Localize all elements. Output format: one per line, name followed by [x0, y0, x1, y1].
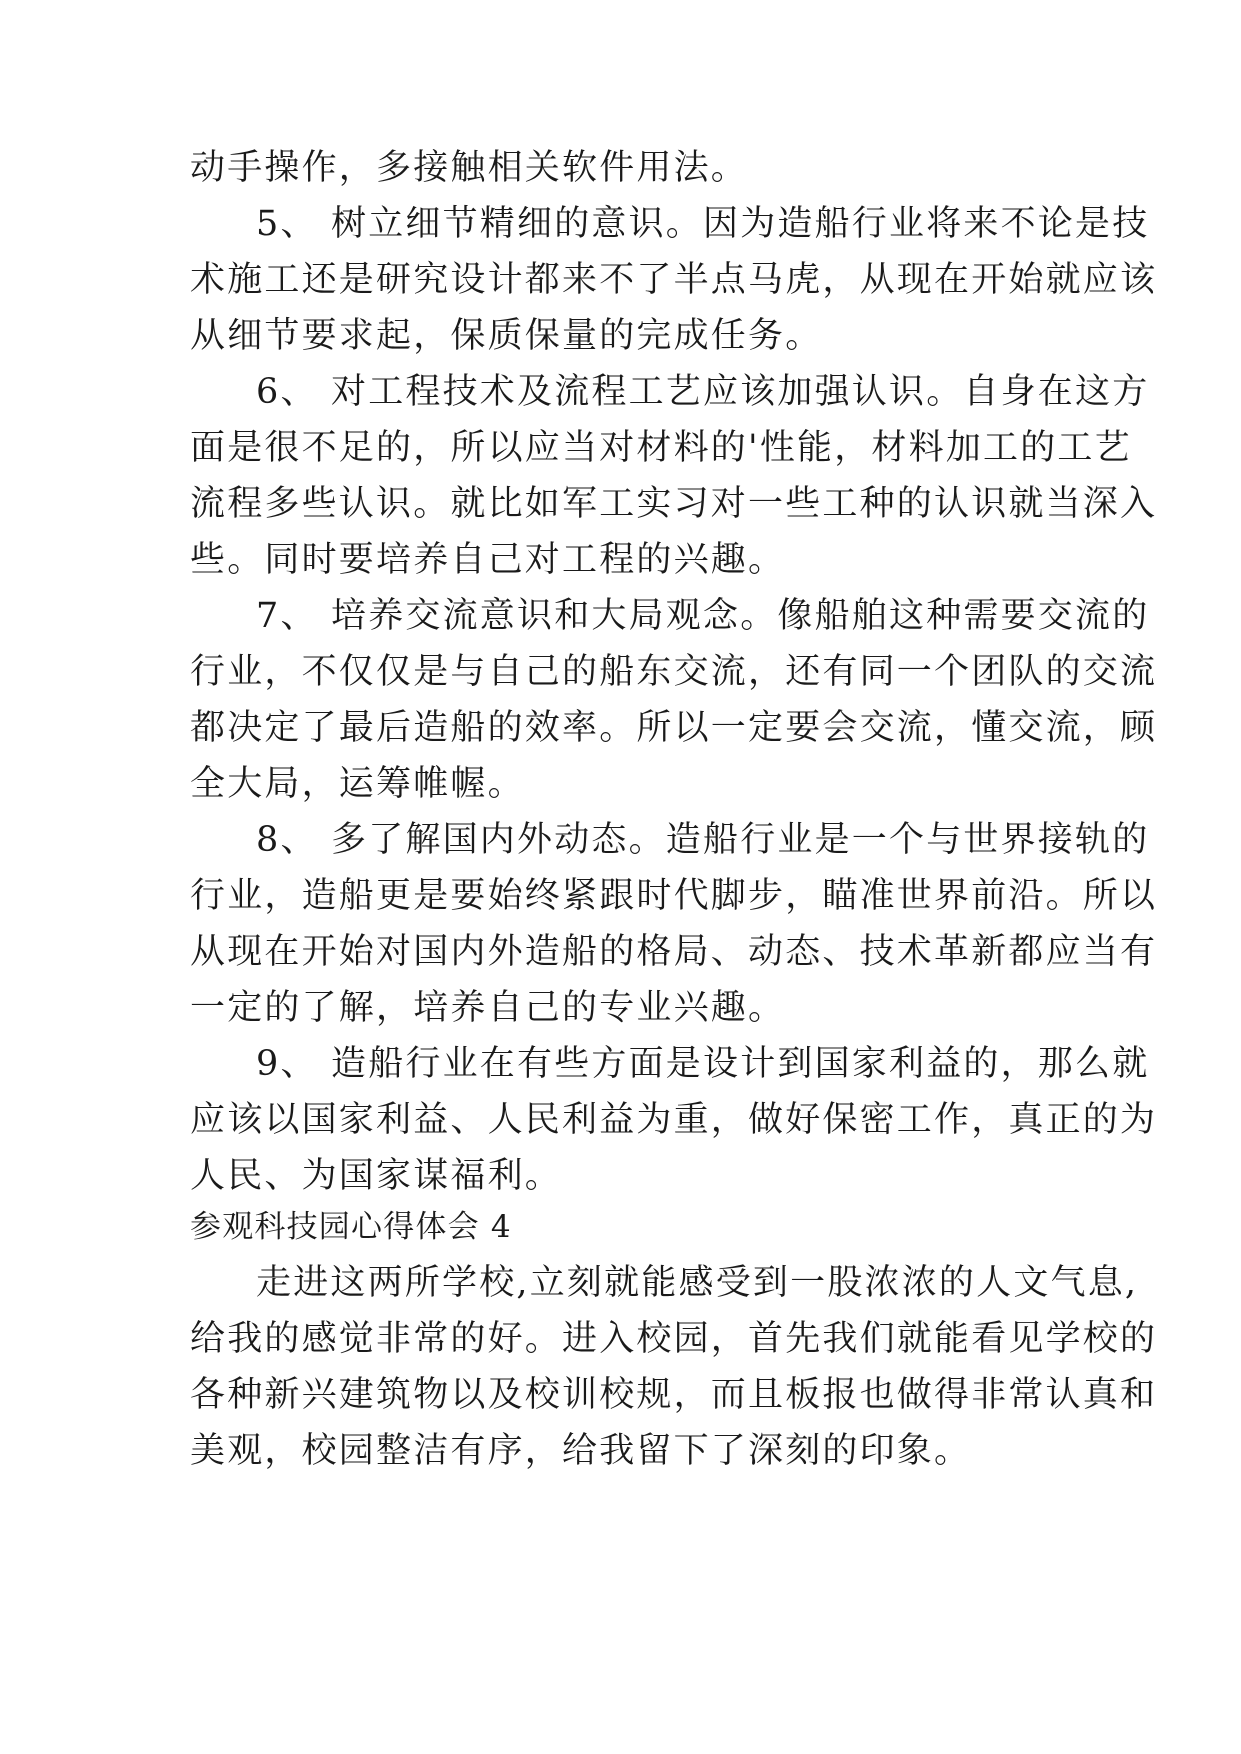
text-line: 流程多些认识。就比如军工实习对一些工种的认识就当深入: [190, 484, 1158, 524]
text-line: 一定的了解，培养自己的专业兴趣。: [190, 988, 786, 1028]
list-item-7: 7、 培养交流意识和大局观念。像船舶这种需要交流的: [256, 596, 1150, 636]
text-line: 行业，造船更是要始终紧跟时代脚步，瞄准世界前沿。所以: [190, 876, 1158, 916]
text-line: 各种新兴建筑物以及校训校规，而且板报也做得非常认真和: [190, 1375, 1158, 1415]
text-line: 给我的感觉非常的好。进入校园，首先我们就能看见学校的: [190, 1319, 1158, 1359]
text-line: 全大局，运筹帷幄。: [190, 764, 525, 804]
list-item-6: 6、 对工程技术及流程工艺应该加强认识。自身在这方: [256, 372, 1150, 412]
paragraph-start: 走进这两所学校,立刻就能感受到一股浓浓的人文气息,: [256, 1263, 1139, 1303]
text-line: 美观，校园整洁有序，给我留下了深刻的印象。: [190, 1431, 972, 1471]
list-item-9: 9、 造船行业在有些方面是设计到国家利益的，那么就: [256, 1044, 1150, 1084]
text-line: 术施工还是研究设计都来不了半点马虎，从现在开始就应该: [190, 260, 1158, 300]
text-line: 都决定了最后造船的效率。所以一定要会交流，懂交流，顾: [190, 708, 1158, 748]
text-line: 从现在开始对国内外造船的格局、动态、技术革新都应当有: [190, 932, 1158, 972]
text-line: 行业，不仅仅是与自己的船东交流，还有同一个团队的交流: [190, 652, 1158, 692]
section-heading: 参观科技园心得体会 4: [190, 1209, 512, 1245]
text-line: 面是很不足的，所以应当对材料的'性能，材料加工的工艺: [190, 428, 1132, 468]
text-line: 应该以国家利益、人民利益为重，做好保密工作，真正的为: [190, 1100, 1158, 1140]
text-line: 动手操作，多接触相关软件用法。: [190, 148, 749, 188]
text-line: 人民、为国家谋福利。: [190, 1156, 563, 1196]
text-line: 从细节要求起，保质保量的完成任务。: [190, 316, 823, 356]
list-item-8: 8、 多了解国内外动态。造船行业是一个与世界接轨的: [256, 820, 1150, 860]
text-line: 些。同时要培养自己对工程的兴趣。: [190, 540, 786, 580]
list-item-5: 5、 树立细节精细的意识。因为造船行业将来不论是技: [256, 204, 1150, 244]
